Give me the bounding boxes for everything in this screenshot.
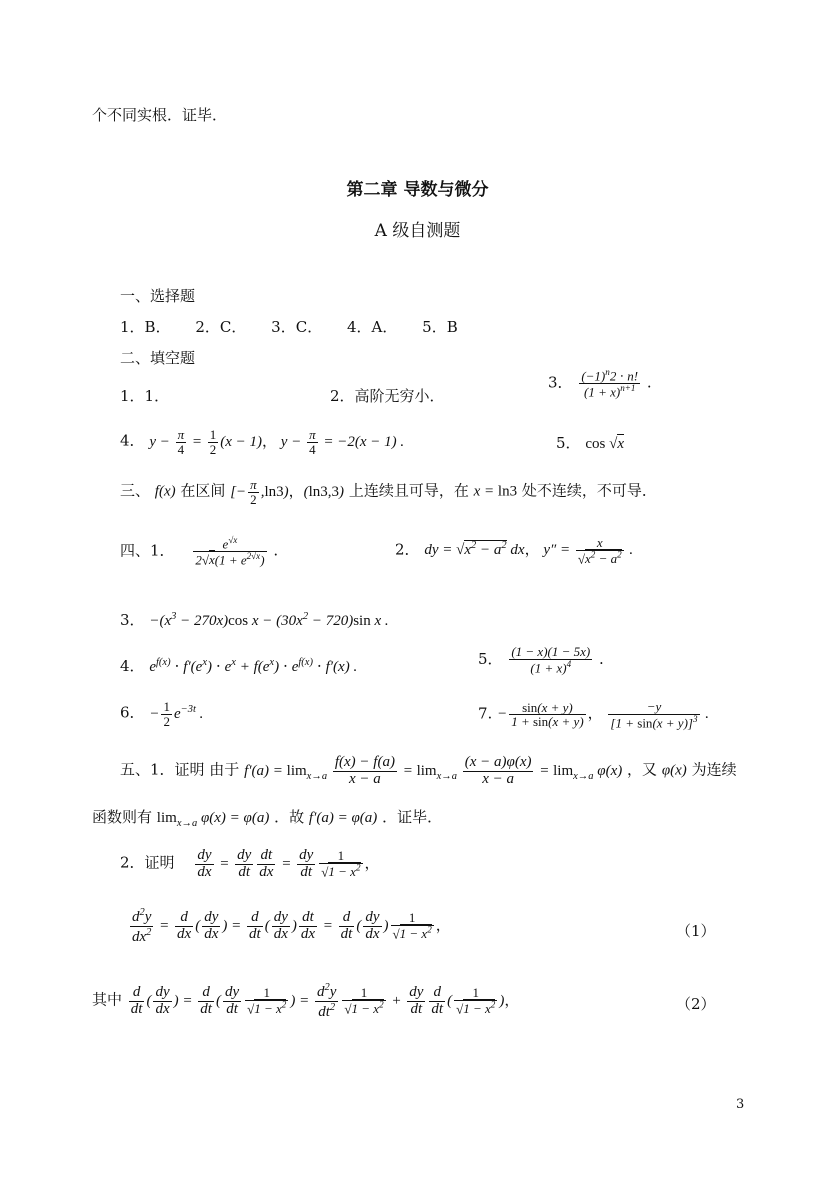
fill-item-1: 1．1． xyxy=(120,387,170,405)
formula: $\lim_{x\to a} \varphi(x) = \varphi(a)$ xyxy=(156,810,270,829)
part5-text-2: 为连续 xyxy=(691,760,737,779)
part3-text-3: 处不连续，不可导． xyxy=(521,481,657,500)
part1-answers xyxy=(120,316,458,337)
part5-item-2-label: 2．证明 xyxy=(120,853,175,872)
part4-item-3-label: 3． xyxy=(120,611,145,629)
part4-item-6-label: 6． xyxy=(120,703,145,722)
equation-1-tag: （1） xyxy=(676,922,716,940)
part4-item-6 xyxy=(120,700,203,728)
part1-heading: 一、选择题 xyxy=(120,287,196,305)
formula: $\frac{(-1)^n2 \cdot n!}{(1 + x)^{n+1}}$ xyxy=(581,367,639,400)
part4-item-4-label: 4． xyxy=(120,657,145,675)
formula: $\frac{(1 - x)(1 - 5x)}{(1 + x)^4}$ xyxy=(511,644,591,675)
part5-item-2 xyxy=(120,848,380,881)
fill-item-5-label: 5． xyxy=(556,434,581,452)
formula: f′(a) = φ(a) xyxy=(308,810,378,826)
formula: $\frac{e^{√x}}{2√x(1 + e^{2√x})}$ xyxy=(195,535,265,568)
answer-4: 4．A． xyxy=(346,318,398,336)
part5-line2-b: ．故 xyxy=(274,808,305,826)
part5-line2-c: ．证毕． xyxy=(382,808,443,826)
formula: $f'(a) = \lim_{x\to a}$ $\frac{f(x) - f(a)}{x - a}$ = $\lim_{x\to a}$ $\frac{(x - a)\varphi(x)}{x - a}$ = $\lim_{x\to a} \varphi(x)$ xyxy=(244,754,623,787)
formula: $e^{f(x)} \cdot f'(e^x) \cdot e^x + f(e^x) \cdot e^{f(x)} \cdot f'(x)$ . xyxy=(149,657,358,675)
part5-line-1 xyxy=(120,755,737,788)
formula: $-(x^3 - 270x)\cos$ $x - (30x^2 - 720)\sin$ x . xyxy=(149,611,389,629)
part5-line2-a: 函数则有 xyxy=(92,808,153,826)
part5-line-2 xyxy=(92,806,442,829)
formula: f(x) xyxy=(154,483,176,500)
equation-2 xyxy=(92,982,519,1021)
formula: dy = $√x^2 - a^2$ dx， y″ = $\frac{x}{√x^2 - a^2}$ . xyxy=(424,535,634,566)
section-title: A 级自测题 xyxy=(374,221,461,241)
part2-heading: 二、填空题 xyxy=(120,349,196,367)
part4-item-5-label: 5． xyxy=(478,649,503,668)
formula: [− $\frac{\pi}{2}$ ,ln3)，(ln3,3) xyxy=(230,477,345,507)
part4-item-2 xyxy=(395,536,633,566)
intro-line: 个不同实根．证毕． xyxy=(92,106,228,124)
part4-item-7 xyxy=(478,700,709,730)
fill-item-5 xyxy=(556,432,624,453)
answer-2: 2．C． xyxy=(195,318,247,336)
part3-line xyxy=(120,478,657,506)
formula: − $\frac{1}{2}$ $e^{-3t}$ . xyxy=(149,699,204,729)
fill-item-3: 3． $\frac{(-1)^n2 \cdot n!}{(1 + x)^{n+1}}$ . xyxy=(548,367,652,400)
part5-label: 五、1．证明 由于 xyxy=(120,760,240,779)
equation-2-tag: （2） xyxy=(676,995,716,1013)
fill-item-4 xyxy=(120,428,404,456)
part4-item-3 xyxy=(120,609,389,630)
part4-item-4 xyxy=(120,655,357,676)
part4-item-1: 四、1． $\frac{e^{√x}}{2√x(1 + e^{2√x})}$ . xyxy=(120,535,279,568)
formula: φ(x) xyxy=(661,762,687,779)
page-number: 3 xyxy=(736,1097,745,1112)
formula: $\frac{dy}{dx}$ = $\frac{dy}{dt}$ $\frac{dt}{dx}$ = $\frac{dy}{dt}$ $\frac{1}{√1 - x^2}$ ， xyxy=(197,847,380,880)
answer-5: 5．B xyxy=(422,318,458,336)
part5-text-1: ，又 xyxy=(627,760,658,779)
formula: y − $\frac{\pi}{4}$ = $\frac{1}{2}$ (x − 1)， y − $\frac{\pi}{4}$ = −2(x − 1) . xyxy=(149,427,405,457)
answer-3: 3．C． xyxy=(271,318,323,336)
fill-item-2: 2．高阶无穷小． xyxy=(330,387,445,405)
equation-2-prefix: 其中 xyxy=(92,990,123,1009)
answer-1: 1．B． xyxy=(120,318,171,336)
part4-item-5: 5． $\frac{(1 - x)(1 - 5x)}{(1 + x)^4}$ . xyxy=(478,644,604,675)
formula: $\frac{d^2y}{dx^2}$ = $\frac{d}{dx}$ ( $\frac{dy}{dx}$ ) = $\frac{d}{dt}$ ( $\frac{dy}{dx}$ ) $\frac{dt}{dx}$ = $\frac{d}{dt}$ ( $\frac{dy}{dx}$ ) $\frac{1}{√1 - x^2}$ ， xyxy=(132,907,451,945)
fill-item-4-label: 4． xyxy=(120,431,145,450)
formula: x = ln3 xyxy=(473,483,518,500)
part4-item-2-label: 2． xyxy=(395,540,420,559)
chapter-title: 第二章 导数与微分 xyxy=(346,180,489,200)
part4-label: 四、1． xyxy=(120,541,175,560)
equation-1 xyxy=(128,907,451,946)
formula: − $\frac{\sin(x + y)}{1 + \sin(x + y)}$ ， $\frac{-y}{[1 + \sin(x + y)]^3}$ . xyxy=(497,699,710,730)
part3-label: 三、 xyxy=(120,481,151,500)
fill-item-3-label: 3． xyxy=(548,373,573,392)
formula: $\frac{d}{dt}$ ( $\frac{dy}{dx}$ ) = $\frac{d}{dt}$ ( $\frac{dy}{dt}$ $\frac{1}{√1 - x^2}$ ) = $\frac{d^2y}{dt^2}$ $\frac{1}{√1 - x^2}$ + $\frac{dy}{dt}$ $\frac{d}{dt}$ ( $\frac{1}{√1 - x^2}$ )， xyxy=(130,982,520,1020)
part4-item-7-label: 7. xyxy=(478,704,493,723)
part3-text-2: 上连续且可导，在 xyxy=(348,481,469,500)
formula: cos √x xyxy=(585,436,624,452)
part3-text-1: 在区间 xyxy=(180,481,226,500)
